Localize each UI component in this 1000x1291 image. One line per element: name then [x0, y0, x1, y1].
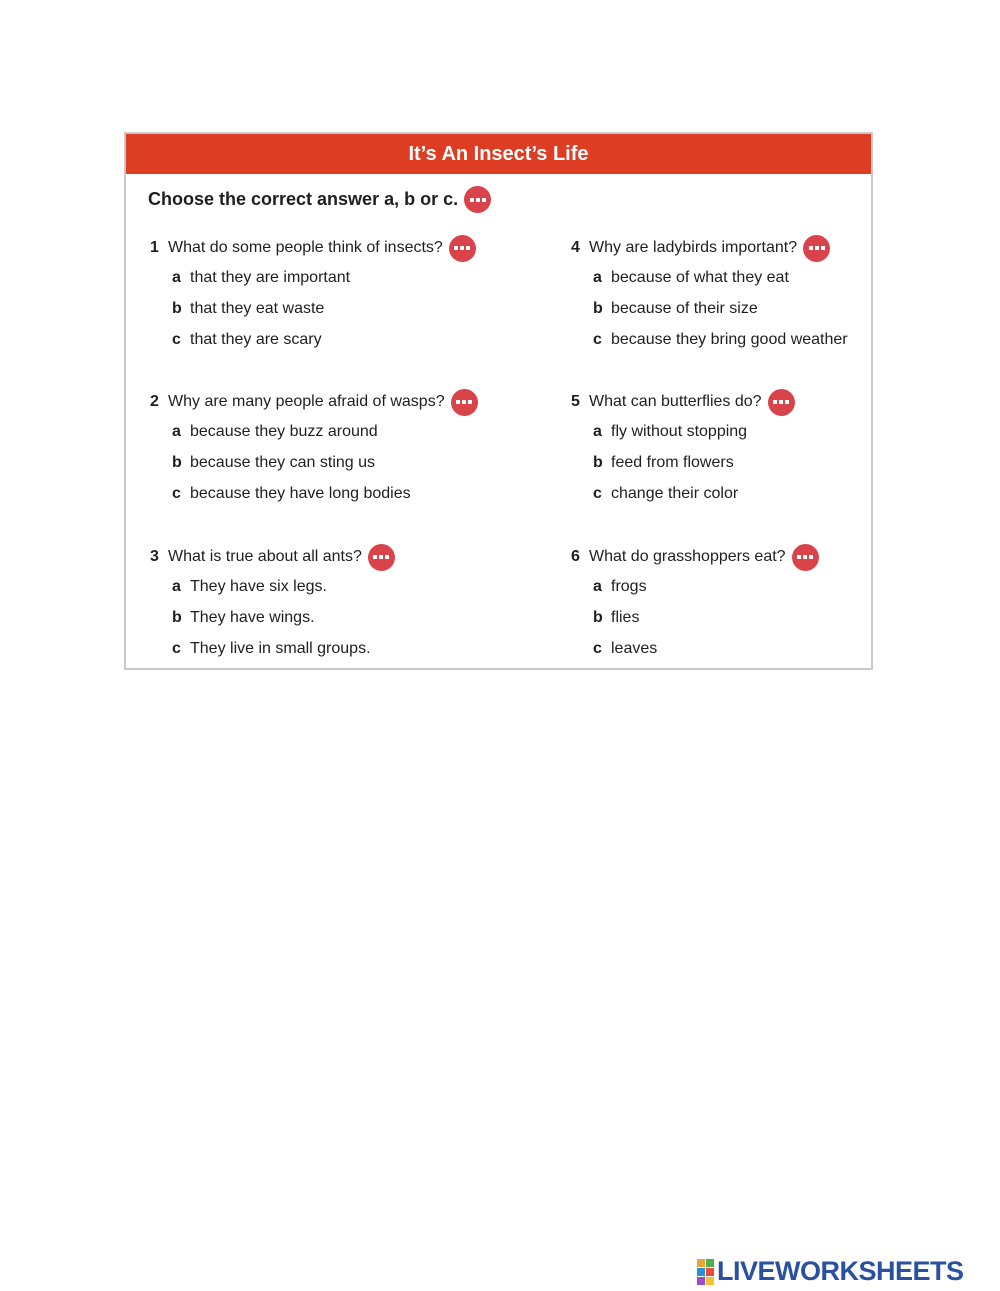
option-text: because they can sting us: [190, 453, 376, 471]
question-prompt: [571, 543, 901, 571]
answer-option-c[interactable]: [571, 633, 901, 664]
option-letter: b: [172, 608, 182, 626]
audio-play-icon[interactable]: [792, 544, 819, 571]
option-text: They have six legs.: [190, 577, 327, 595]
option-letter: a: [593, 422, 602, 440]
answer-option-a[interactable]: [571, 416, 901, 447]
option-letter: c: [172, 330, 181, 348]
option-text: that they are important: [190, 268, 351, 286]
answer-option-c[interactable]: [571, 324, 901, 355]
option-letter: a: [172, 577, 181, 595]
answer-option-a[interactable]: [150, 571, 480, 602]
option-letter: b: [172, 453, 182, 471]
option-letter: c: [172, 639, 181, 657]
option-letter: b: [593, 453, 603, 471]
question-6: [571, 543, 901, 664]
question-prompt: [571, 388, 901, 416]
answer-option-c[interactable]: [571, 478, 901, 509]
worksheet-card: [124, 132, 873, 670]
option-text: change their color: [611, 484, 739, 502]
question-number: 3: [150, 548, 159, 565]
answer-option-c[interactable]: [150, 633, 480, 664]
answer-option-b[interactable]: [571, 293, 901, 324]
audio-play-icon[interactable]: [464, 186, 491, 213]
option-text: because of what they eat: [611, 268, 789, 286]
answer-option-b[interactable]: [150, 293, 480, 324]
audio-play-icon[interactable]: [803, 235, 830, 262]
option-text: leaves: [611, 639, 658, 657]
liveworksheets-logo-icon: [697, 1259, 714, 1285]
option-letter: a: [593, 268, 602, 286]
option-text: flies: [611, 608, 640, 626]
question-text: What do some people think of insects?: [168, 239, 443, 256]
option-letter: a: [593, 577, 602, 595]
answer-option-c[interactable]: [150, 478, 480, 509]
option-letter: b: [172, 299, 182, 317]
answer-option-b[interactable]: [571, 447, 901, 478]
option-letter: b: [593, 299, 603, 317]
question-3: [150, 543, 480, 664]
question-text: Why are ladybirds important?: [589, 239, 798, 256]
question-text: What is true about all ants?: [168, 548, 362, 565]
question-number: 4: [571, 239, 580, 256]
option-text: because they bring good weather: [611, 330, 848, 348]
option-text: They have wings.: [190, 608, 315, 626]
option-text: because of their size: [611, 299, 758, 317]
option-text: because they have long bodies: [190, 484, 411, 502]
answer-option-c[interactable]: [150, 324, 480, 355]
question-prompt: [150, 388, 480, 416]
answer-option-a[interactable]: [571, 262, 901, 293]
logo-text: LIVEWORKSHEETS: [717, 1256, 964, 1286]
audio-play-icon[interactable]: [449, 235, 476, 262]
question-number: 2: [150, 393, 159, 410]
option-text: that they eat waste: [190, 299, 325, 317]
option-text: because they buzz around: [190, 422, 378, 440]
option-text: fly without stopping: [611, 422, 748, 440]
option-letter: a: [172, 268, 181, 286]
option-letter: c: [593, 639, 602, 657]
question-number: 1: [150, 239, 159, 256]
answer-option-b[interactable]: [150, 602, 480, 633]
liveworksheets-logo: [697, 1256, 964, 1287]
question-text: What can butterflies do?: [589, 393, 762, 410]
question-number: 5: [571, 393, 580, 410]
question-prompt: [150, 234, 480, 262]
option-text: feed from flowers: [611, 453, 734, 471]
question-1: [150, 234, 480, 355]
audio-play-icon[interactable]: [451, 389, 478, 416]
option-letter: b: [593, 608, 603, 626]
instruction-line: [148, 186, 491, 213]
option-text: frogs: [611, 577, 647, 595]
audio-play-icon[interactable]: [368, 544, 395, 571]
worksheet-title: It’s An Insect’s Life: [126, 134, 871, 174]
answer-option-a[interactable]: [150, 416, 480, 447]
answer-option-b[interactable]: [571, 602, 901, 633]
question-5: [571, 388, 901, 509]
audio-play-icon[interactable]: [768, 389, 795, 416]
instruction-text: Choose the correct answer a, b or c.: [148, 189, 459, 209]
question-prompt: [571, 234, 901, 262]
question-4: [571, 234, 901, 355]
answer-option-a[interactable]: [150, 262, 480, 293]
question-text: What do grasshoppers eat?: [589, 548, 786, 565]
question-text: Why are many people afraid of wasps?: [168, 393, 445, 410]
answer-option-b[interactable]: [150, 447, 480, 478]
option-letter: a: [172, 422, 181, 440]
question-number: 6: [571, 548, 580, 565]
question-2: [150, 388, 480, 509]
option-text: They live in small groups.: [190, 639, 371, 657]
option-text: that they are scary: [190, 330, 322, 348]
question-prompt: [150, 543, 480, 571]
option-letter: c: [593, 484, 602, 502]
option-letter: c: [593, 330, 602, 348]
answer-option-a[interactable]: [571, 571, 901, 602]
option-letter: c: [172, 484, 181, 502]
